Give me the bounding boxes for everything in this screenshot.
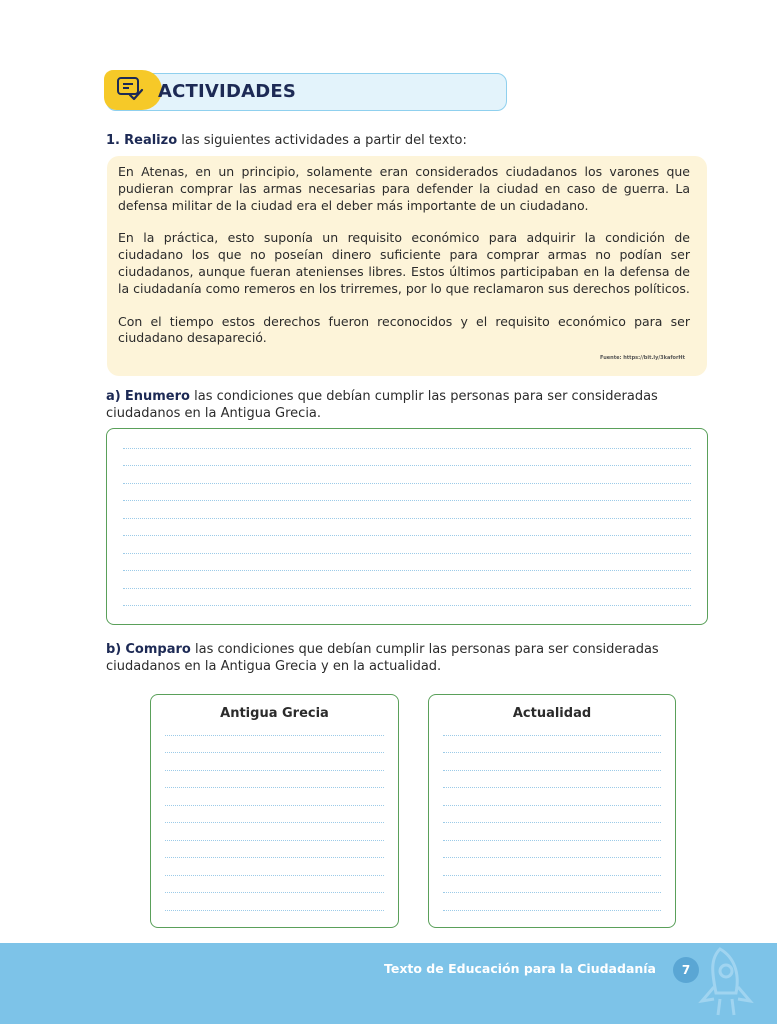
activity-verb: Realizo — [124, 133, 178, 148]
question-text: las condiciones que debían cumplir las personas para ser consideradas ciudadanos en la Antigua Grecia. — [106, 389, 658, 421]
page-number: 7 — [673, 957, 699, 983]
question-verb: Comparo — [125, 642, 191, 657]
rocket-icon — [690, 943, 770, 1024]
book-title: Texto de Educación para la Ciudadanía — [383, 961, 656, 976]
section-title: ACTIVIDADES — [158, 81, 297, 102]
reading-paragraph: En Atenas, en un principio, solamente eran considerados ciudadanos los varones que pudieran comprar las armas necesarias para defender la ciudad en caso de guerra. La defensa militar de la ciudad era el deber más importante de un ciudadano. — [118, 164, 690, 213]
writing-lines[interactable] — [165, 718, 384, 911]
activity-text: las siguientes actividades a partir del texto: — [181, 133, 467, 148]
answer-box-a[interactable] — [106, 428, 708, 625]
reading-paragraph: En la práctica, esto suponía un requisito económico para adquirir la condición de ciudadano los que no poseían dinero suficiente para comprar armas no podían ser ciudadanos, aunque fueran atenienses libres. Estos últimos participaban en la defensa de la ciudadanía como remeros en los trirremes, por lo que reclamaron sus derechos políticos. — [118, 230, 690, 296]
question-a — [106, 388, 712, 422]
writing-lines[interactable] — [123, 431, 691, 606]
question-b — [106, 641, 712, 675]
reading-passage — [107, 156, 707, 376]
column-title: Antigua Grecia — [220, 706, 329, 721]
activity-1-instruction — [106, 132, 467, 149]
source-citation: Fuente: https://bit.ly/3kaforHt — [600, 355, 685, 362]
question-text: las condiciones que debían cumplir las personas para ser consideradas ciudadanos en la Antigua Grecia y en la actualidad. — [106, 642, 659, 674]
question-verb: Enumero — [124, 389, 190, 404]
activity-number: 1. — [106, 133, 120, 148]
writing-lines[interactable] — [443, 718, 661, 911]
section-badge — [104, 70, 162, 110]
page-footer — [0, 943, 777, 1024]
column-title: Actualidad — [512, 706, 592, 721]
reading-paragraph: Con el tiempo estos derechos fueron reconocidos y el requisito económico para ser ciudadano desapareció. — [118, 313, 690, 346]
clipboard-check-icon — [115, 75, 145, 103]
answer-box-antigua-grecia[interactable] — [150, 694, 399, 928]
question-label: a) — [106, 389, 121, 404]
question-label: b) — [106, 642, 122, 657]
answer-box-actualidad[interactable] — [428, 694, 676, 928]
